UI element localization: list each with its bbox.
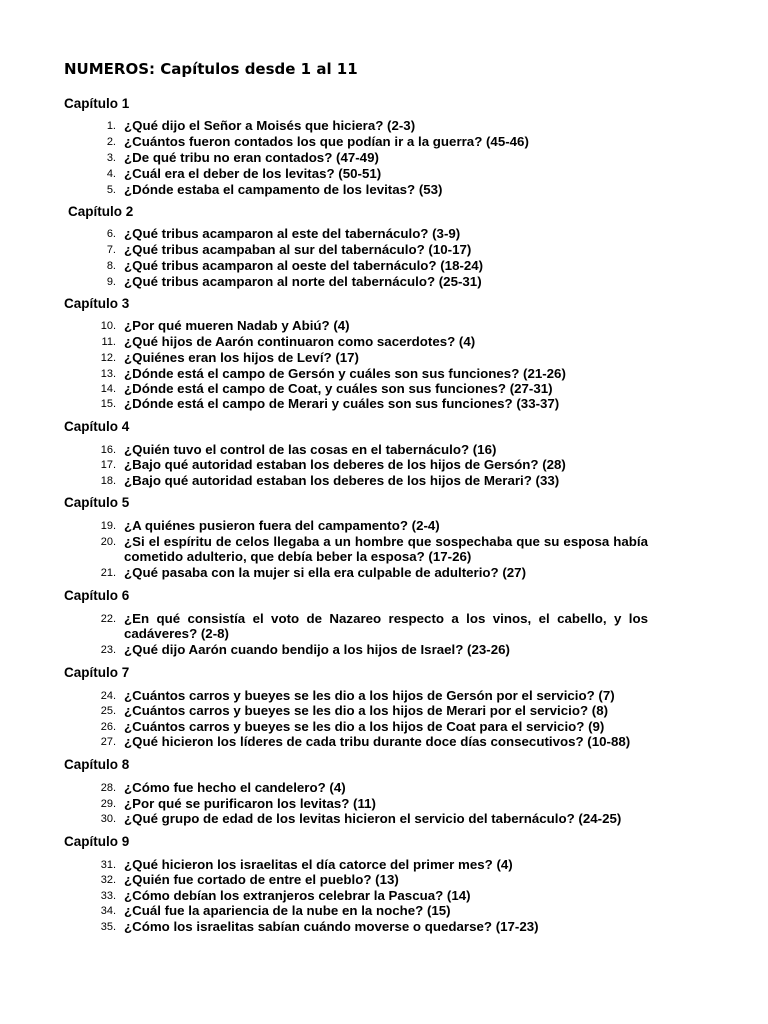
question-text: ¿Qué grupo de edad de los levitas hicieron el servicio del tabernáculo? (24-25) [124, 811, 622, 826]
question-text: ¿De qué tribu no eran contados? (47-49) [124, 150, 379, 165]
question-text: ¿Quién fue cortado de entre el pueblo? (13) [124, 872, 399, 887]
question-text: ¿Cuántos carros y bueyes se les dio a los hijos de Merari por el servicio? (8) [124, 703, 609, 718]
question-item [94, 182, 648, 197]
chapter-heading: Capítulo 6 [64, 588, 130, 603]
question-text: ¿Qué tribus acamparon al este del tabernáculo? (3-9) [124, 226, 461, 241]
question-text: ¿Dónde está el campo de Coat, y cuáles son sus funciones? (27-31) [124, 381, 553, 396]
question-item [94, 396, 648, 411]
question-number: 28. [100, 782, 116, 794]
question-item [94, 334, 648, 349]
question-number: 21. [100, 567, 116, 579]
question-text: ¿Qué tribus acamparon al oeste del tabernáculo? (18-24) [124, 258, 484, 273]
chapter-heading: Capítulo 7 [64, 665, 130, 680]
question-item [94, 258, 648, 273]
question-number: 30. [100, 813, 116, 825]
question-item [94, 888, 648, 903]
question-number: 27. [100, 736, 116, 748]
question-item [94, 719, 648, 734]
question-number: 9. [106, 276, 116, 288]
question-text: ¿Qué hicieron los israelitas el día catorce del primer mes? (4) [124, 857, 513, 872]
question-text: ¿Por qué se purificaron los levitas? (11) [124, 796, 376, 811]
question-number: 11. [101, 336, 116, 348]
question-text: ¿A quiénes pusieron fuera del campamento? (2-4) [124, 518, 440, 533]
question-number: 14. [100, 383, 116, 395]
question-item [94, 457, 648, 472]
question-item [94, 350, 648, 365]
question-number: 16. [100, 444, 116, 456]
question-number: 19. [100, 520, 116, 532]
question-text: ¿Cómo fue hecho el candelero? (4) [124, 780, 346, 795]
question-item [94, 134, 648, 149]
question-item [94, 166, 648, 181]
question-text: ¿Quién tuvo el control de las cosas en el tabernáculo? (16) [124, 442, 497, 457]
question-item [94, 919, 648, 934]
question-item [94, 226, 648, 241]
question-text: ¿Cómo debían los extranjeros celebrar la Pascua? (14) [124, 888, 471, 903]
question-text: ¿Qué hijos de Aarón continuaron como sacerdotes? (4) [124, 334, 476, 349]
chapter-heading: Capítulo 4 [64, 419, 130, 434]
question-number: 2. [106, 136, 116, 148]
question-item [94, 734, 648, 749]
question-item [94, 811, 648, 826]
chapter-heading: Capítulo 3 [64, 296, 130, 311]
question-text: ¿Cuál era el deber de los levitas? (50-51) [124, 166, 382, 181]
question-text: ¿Cuántos carros y bueyes se les dio a los hijos de Gersón por el servicio? (7) [124, 688, 615, 703]
question-text: ¿Dónde estaba el campamento de los levitas? (53) [124, 182, 443, 197]
question-number: 26. [100, 721, 116, 733]
question-number: 34. [100, 905, 116, 917]
question-item [94, 518, 648, 533]
question-number: 25. [100, 705, 116, 717]
question-item [94, 565, 648, 580]
question-text: ¿Dónde está el campo de Gersón y cuáles son sus funciones? (21-26) [124, 366, 566, 381]
question-item [94, 318, 648, 333]
question-number: 4. [106, 168, 116, 180]
question-item [94, 442, 648, 457]
question-item [94, 473, 648, 488]
question-text: ¿Qué dijo Aarón cuando bendijo a los hijos de Israel? (23-26) [124, 642, 510, 657]
question-text: ¿En qué consistía el voto de Nazareo respecto a los vinos, el cabello, y los cadáveres? (2-8) [124, 611, 648, 642]
document-title: NUMEROS: Capítulos desde 1 al 11 [64, 60, 358, 78]
question-item [94, 242, 648, 257]
question-number: 3. [106, 152, 116, 164]
question-number: 29. [100, 798, 116, 810]
question-number: 6. [106, 228, 116, 240]
question-text: ¿Bajo qué autoridad estaban los deberes de los hijos de Merari? (33) [124, 473, 560, 488]
question-text: ¿Cómo los israelitas sabían cuándo moverse o quedarse? (17-23) [124, 919, 539, 934]
question-text: ¿Qué dijo el Señor a Moisés que hiciera? (2-3) [124, 118, 416, 133]
question-text: ¿Qué hicieron los líderes de cada tribu durante doce días consecutivos? (10-88) [124, 734, 631, 749]
question-number: 17. [100, 459, 116, 471]
question-number: 1. [106, 120, 116, 132]
question-text: ¿Por qué mueren Nadab y Abiú? (4) [124, 318, 350, 333]
chapter-heading: Capítulo 2 [68, 204, 134, 219]
question-number: 15. [100, 398, 116, 410]
question-item [94, 780, 648, 795]
question-text: ¿Qué tribus acampaban al sur del tabernáculo? (10-17) [124, 242, 472, 257]
question-number: 22. [100, 613, 116, 625]
question-text: ¿Cuántos fueron contados los que podían ir a la guerra? (45-46) [124, 134, 529, 149]
question-number: 35. [100, 921, 116, 933]
question-number: 31. [100, 859, 116, 871]
question-item [94, 150, 648, 165]
question-item [94, 703, 648, 718]
question-item [94, 796, 648, 811]
question-number: 10. [100, 320, 116, 332]
question-number: 24. [100, 690, 116, 702]
question-text: ¿Qué tribus acamparon al norte del tabernáculo? (25-31) [124, 274, 482, 289]
question-number: 5. [106, 184, 116, 196]
question-text: ¿Si el espíritu de celos llegaba a un hombre que sospechaba que su esposa había cometido adulterio, que debía beber la esposa? (17-26) [124, 534, 648, 565]
question-number: 23. [100, 644, 116, 656]
question-item [94, 118, 648, 133]
question-item [94, 381, 648, 396]
chapter-heading: Capítulo 5 [64, 495, 130, 510]
question-item [94, 642, 648, 657]
question-item [94, 688, 648, 703]
question-number: 8. [106, 260, 116, 272]
question-text: ¿Qué pasaba con la mujer si ella era culpable de adulterio? (27) [124, 565, 526, 580]
chapter-heading: Capítulo 1 [64, 96, 130, 111]
question-item [94, 274, 648, 289]
question-item [94, 857, 648, 872]
question-number: 33. [100, 890, 116, 902]
question-number: 32. [100, 874, 116, 886]
chapter-heading: Capítulo 8 [64, 757, 130, 772]
question-text: ¿Cuántos carros y bueyes se les dio a los hijos de Coat para el servicio? (9) [124, 719, 605, 734]
question-text: ¿Quiénes eran los hijos de Leví? (17) [124, 350, 359, 365]
question-number: 20. [100, 536, 116, 548]
question-item [94, 903, 648, 918]
question-item [94, 872, 648, 887]
question-text: ¿Dónde está el campo de Merari y cuáles son sus funciones? (33-37) [124, 396, 560, 411]
question-text: ¿Bajo qué autoridad estaban los deberes de los hijos de Gersón? (28) [124, 457, 566, 472]
chapter-heading: Capítulo 9 [64, 834, 130, 849]
question-number: 12. [100, 352, 116, 364]
question-number: 13. [100, 368, 116, 380]
question-item [94, 366, 648, 381]
question-number: 7. [106, 244, 116, 256]
question-number: 18. [100, 475, 116, 487]
question-item [94, 534, 648, 565]
question-item [94, 611, 648, 642]
question-text: ¿Cuál fue la apariencia de la nube en la noche? (15) [124, 903, 451, 918]
